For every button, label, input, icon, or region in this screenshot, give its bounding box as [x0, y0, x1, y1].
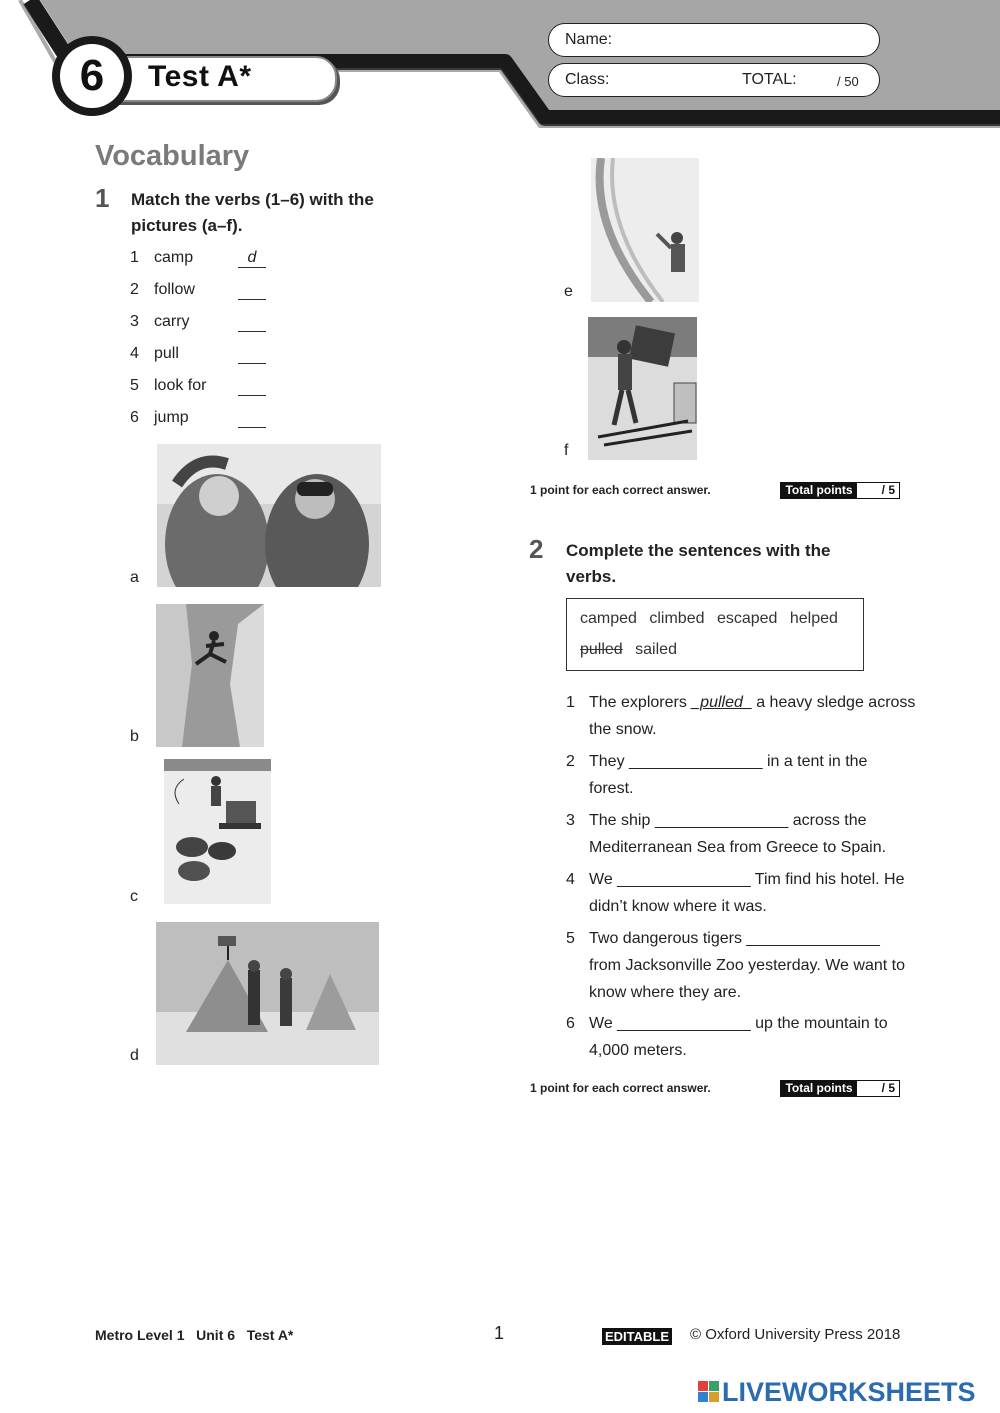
sentence-answer[interactable]: _pulled_ [691, 694, 752, 711]
sentence-number: 4 [566, 871, 575, 888]
copyright: © Oxford University Press 2018 [690, 1326, 901, 1343]
task2-number: 2 [529, 534, 544, 564]
class-field[interactable] [548, 63, 880, 97]
match-verb: look for [154, 377, 207, 394]
task1-points-note: 1 point for each correct answer. [530, 483, 711, 497]
match-answer[interactable]: d [238, 249, 266, 268]
sentence-text[interactable]: They _______________ in a tent in the forest. [589, 753, 868, 797]
task1-instruction-line1: Match the verbs (1–6) with the [131, 190, 374, 209]
match-answer[interactable] [238, 281, 266, 300]
picture-b-jump [156, 604, 264, 747]
liveworksheets-logo [698, 1378, 976, 1406]
sentence-number: 6 [566, 1015, 575, 1032]
sentence-text[interactable]: The ship _______________ across the Mediterranean Sea from Greece to Spain. [589, 812, 887, 856]
match-verb: pull [154, 345, 179, 362]
total-points-value: / 5 [881, 1081, 895, 1095]
picture-a-binoculars [157, 444, 381, 587]
task1-total-points [780, 482, 900, 499]
picture-f-carry [588, 317, 697, 460]
match-answer[interactable] [238, 345, 266, 364]
sentence-number: 1 [566, 694, 575, 711]
liveworksheets-text: LIVEWORKSHEETS [722, 1376, 976, 1407]
sentence-post: a heavy sledge across the snow. [589, 694, 916, 738]
sentence-text[interactable]: We _______________ Tim find his hotel. He didn’t know where it was. [589, 871, 905, 915]
picture-letter-e: e [564, 283, 573, 300]
match-number: 5 [130, 377, 139, 394]
match-number: 6 [130, 409, 139, 426]
match-verb: camp [154, 249, 194, 266]
picture-letter-c: c [130, 888, 138, 905]
name-label: Name: [565, 31, 613, 48]
total-label: TOTAL: [742, 71, 797, 88]
task2-points-note: 1 point for each correct answer. [530, 1081, 711, 1095]
word-box-row2 [580, 641, 677, 659]
picture-letter-d: d [130, 1047, 139, 1064]
match-number: 4 [130, 345, 139, 362]
unit-badge [52, 36, 132, 116]
sentence-number: 5 [566, 930, 575, 947]
sentence-text[interactable]: We _______________ up the mountain to 4,000 meters. [589, 1015, 888, 1059]
task2-total-points [780, 1080, 900, 1097]
match-answer[interactable] [238, 313, 266, 332]
footer-course-info: Metro Level 1 Unit 6 Test A* [95, 1327, 294, 1343]
sentence-pre: The explorers [589, 694, 692, 711]
total-value: / 50 [837, 74, 859, 89]
task1-instruction [131, 187, 374, 239]
name-field[interactable] [548, 23, 880, 57]
match-verb: jump [154, 409, 189, 426]
task1-number: 1 [95, 183, 110, 213]
sentence-text[interactable]: Two dangerous tigers _______________ from Jacksonville Zoo yesterday. We want to know where they are. [589, 930, 905, 1001]
liveworksheets-icon [698, 1381, 720, 1403]
word-sailed: sailed [635, 641, 677, 658]
sentence-text [589, 689, 919, 743]
editable-badge: EDITABLE [602, 1328, 672, 1345]
total-points-label: Total points [781, 483, 857, 498]
picture-e-follow [591, 158, 699, 302]
section-title: Vocabulary [95, 140, 250, 172]
task2-instruction-line2: verbs. [566, 567, 617, 586]
task2-instruction [566, 538, 831, 590]
match-verb: carry [154, 313, 190, 330]
total-points-value: / 5 [881, 483, 895, 497]
unit-number: 6 [60, 44, 124, 108]
match-number: 2 [130, 281, 139, 298]
picture-c-dogsled [164, 759, 271, 904]
match-number: 3 [130, 313, 139, 330]
match-answer[interactable] [238, 409, 266, 428]
test-title: Test A* [148, 60, 252, 93]
picture-d-camp [156, 922, 379, 1065]
picture-letter-f: f [564, 442, 569, 459]
word-box-row1: camped climbed escaped helped [580, 610, 838, 627]
word-box [566, 598, 864, 671]
picture-letter-b: b [130, 728, 139, 745]
task1-instruction-line2: pictures (a–f). [131, 216, 243, 235]
match-answer[interactable] [238, 377, 266, 396]
word-pulled-struck: pulled [580, 641, 623, 658]
page-number: 1 [494, 1323, 505, 1343]
match-verb: follow [154, 281, 195, 298]
total-points-label: Total points [781, 1081, 857, 1096]
match-number: 1 [130, 249, 139, 266]
task2-instruction-line1: Complete the sentences with the [566, 541, 831, 560]
picture-letter-a: a [130, 569, 139, 586]
sentence-number: 3 [566, 812, 575, 829]
class-label: Class: [565, 71, 610, 88]
sentence-number: 2 [566, 753, 575, 770]
